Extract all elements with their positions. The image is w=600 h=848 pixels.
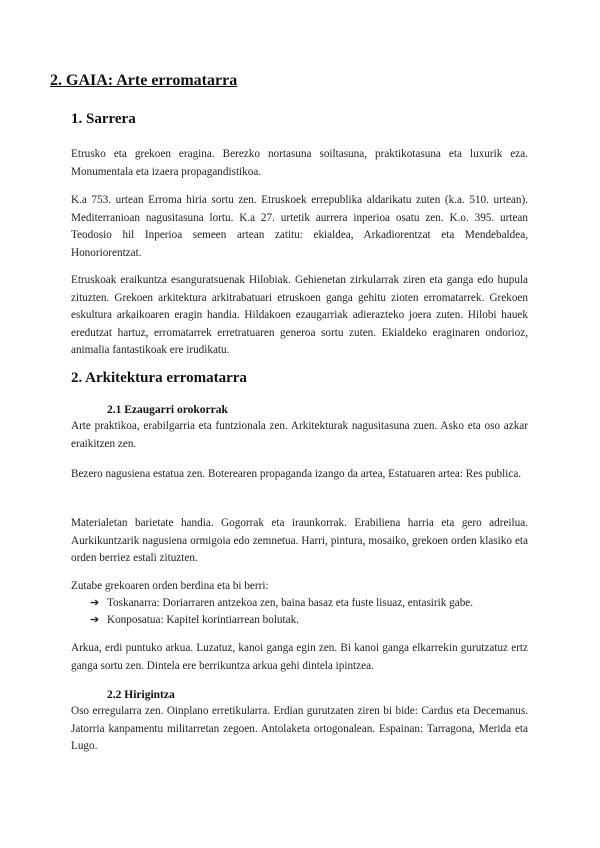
paragraph: Oso erregularra zen. Oinplano erretikularra. Erdian gurutzaten ziren bi bide: Cardus eta Decemanus. Jatorria kanpamentu militarretan zegoen. Antolaketa ortogonalean. Espainan: Tarragona, Merida eta Lugo. <box>71 705 528 752</box>
paragraph: Etrusko eta grekoen eragina. Berezko nortasuna soiltasuna, praktikotasuna eta luxurik eza. Monumentala eta izaera propagandistikoa. <box>71 148 528 178</box>
paragraph: Etruskoak eraikuntza esanguratsuenak Hilobiak. Gehienetan zirkularrak ziren eta ganga edo hupula zituzten. Grekoen arkitektura arkitrabatuari etruskoen ganga gehitu zioten erromatarrek. Grekoen eskultura arkaikoaren eragin handia. Hildakoen ezaugarriak adierazteko joera zuten. Hilobi hauek eredutzat hartuz, erromatarrek erretratuaren generoa sortu zuten. Ekialdeko eraginaren ondorioz, animalia fantastikoak ere irudikatu. <box>71 274 528 356</box>
page-title: 2. GAIA: Arte erromatarra <box>50 72 238 89</box>
bullet-list <box>90 595 547 630</box>
section-heading-sarrera: 1. Sarrera <box>71 111 136 127</box>
paragraph: Materialetan barietate handia. Gogorrak eta iraunkorrak. Erabiliena harria eta gero adreilua. Aurkikuntzarik nagusiena ormigoia edo zemnetua. Harri, pintura, mosaiko, grekoen orden klasiko eta orden berriez estali zituzten. <box>71 517 528 564</box>
paragraph: Arte praktikoa, erabilgarria eta funtzionala zen. Arkitekturak nagusitasuna zuen. Asko eta oso azkar eraikitzen zen. <box>71 420 528 450</box>
list-item-text: Konposatua: Kapitel korintiarrean bolutak. <box>107 614 299 627</box>
section-heading-arkitektura: 2. Arkitektura erromatarra <box>71 370 247 386</box>
arrow-bullet-icon: ➔ <box>90 597 100 609</box>
subsection-heading-ezaugarri: 2.1 Ezaugarri orokorrak <box>107 404 228 416</box>
arrow-bullet-icon: ➔ <box>90 614 100 627</box>
list-item <box>90 595 547 612</box>
list-item-text: Toskanarra: Doriarraren antzekoa zen, baina basaz eta fuste lisuaz, entasirik gabe. <box>107 597 474 609</box>
subsection-heading-hirigintza: 2.2 Hirigintza <box>107 689 175 701</box>
paragraph: Arkua, erdi puntuko arkua. Luzatuz, kanoi ganga egin zen. Bi kanoi ganga elkarrekin gurutzatuz ertz ganga sortu zen. Dintela ere berrikuntza arkua gehi dintela ipintzea. <box>71 642 528 672</box>
paragraph: Bezero nagusiena estatua zen. Boterearen propaganda izango da artea, Estatuaren artea: Res publica. <box>71 468 522 480</box>
paragraph: K.a 753. urtean Erroma hiria sortu zen. Etruskoek errepublika aldarikatu zuten (k.a. 510. urtean). Mediterranioan nagusitasuna lortu. K.a 27. urtetik aurrera inperioa osatu zen. K.o. 395. urtean Teodosio hil Inperioa semeen artean zatitu: ekialdea, Arkadiorentzat eta Mendebaldea, Honoriorentzat. <box>71 194 528 259</box>
paragraph: Zutabe grekoaren orden berdina eta bi berri: <box>71 580 269 592</box>
list-item <box>90 612 547 629</box>
